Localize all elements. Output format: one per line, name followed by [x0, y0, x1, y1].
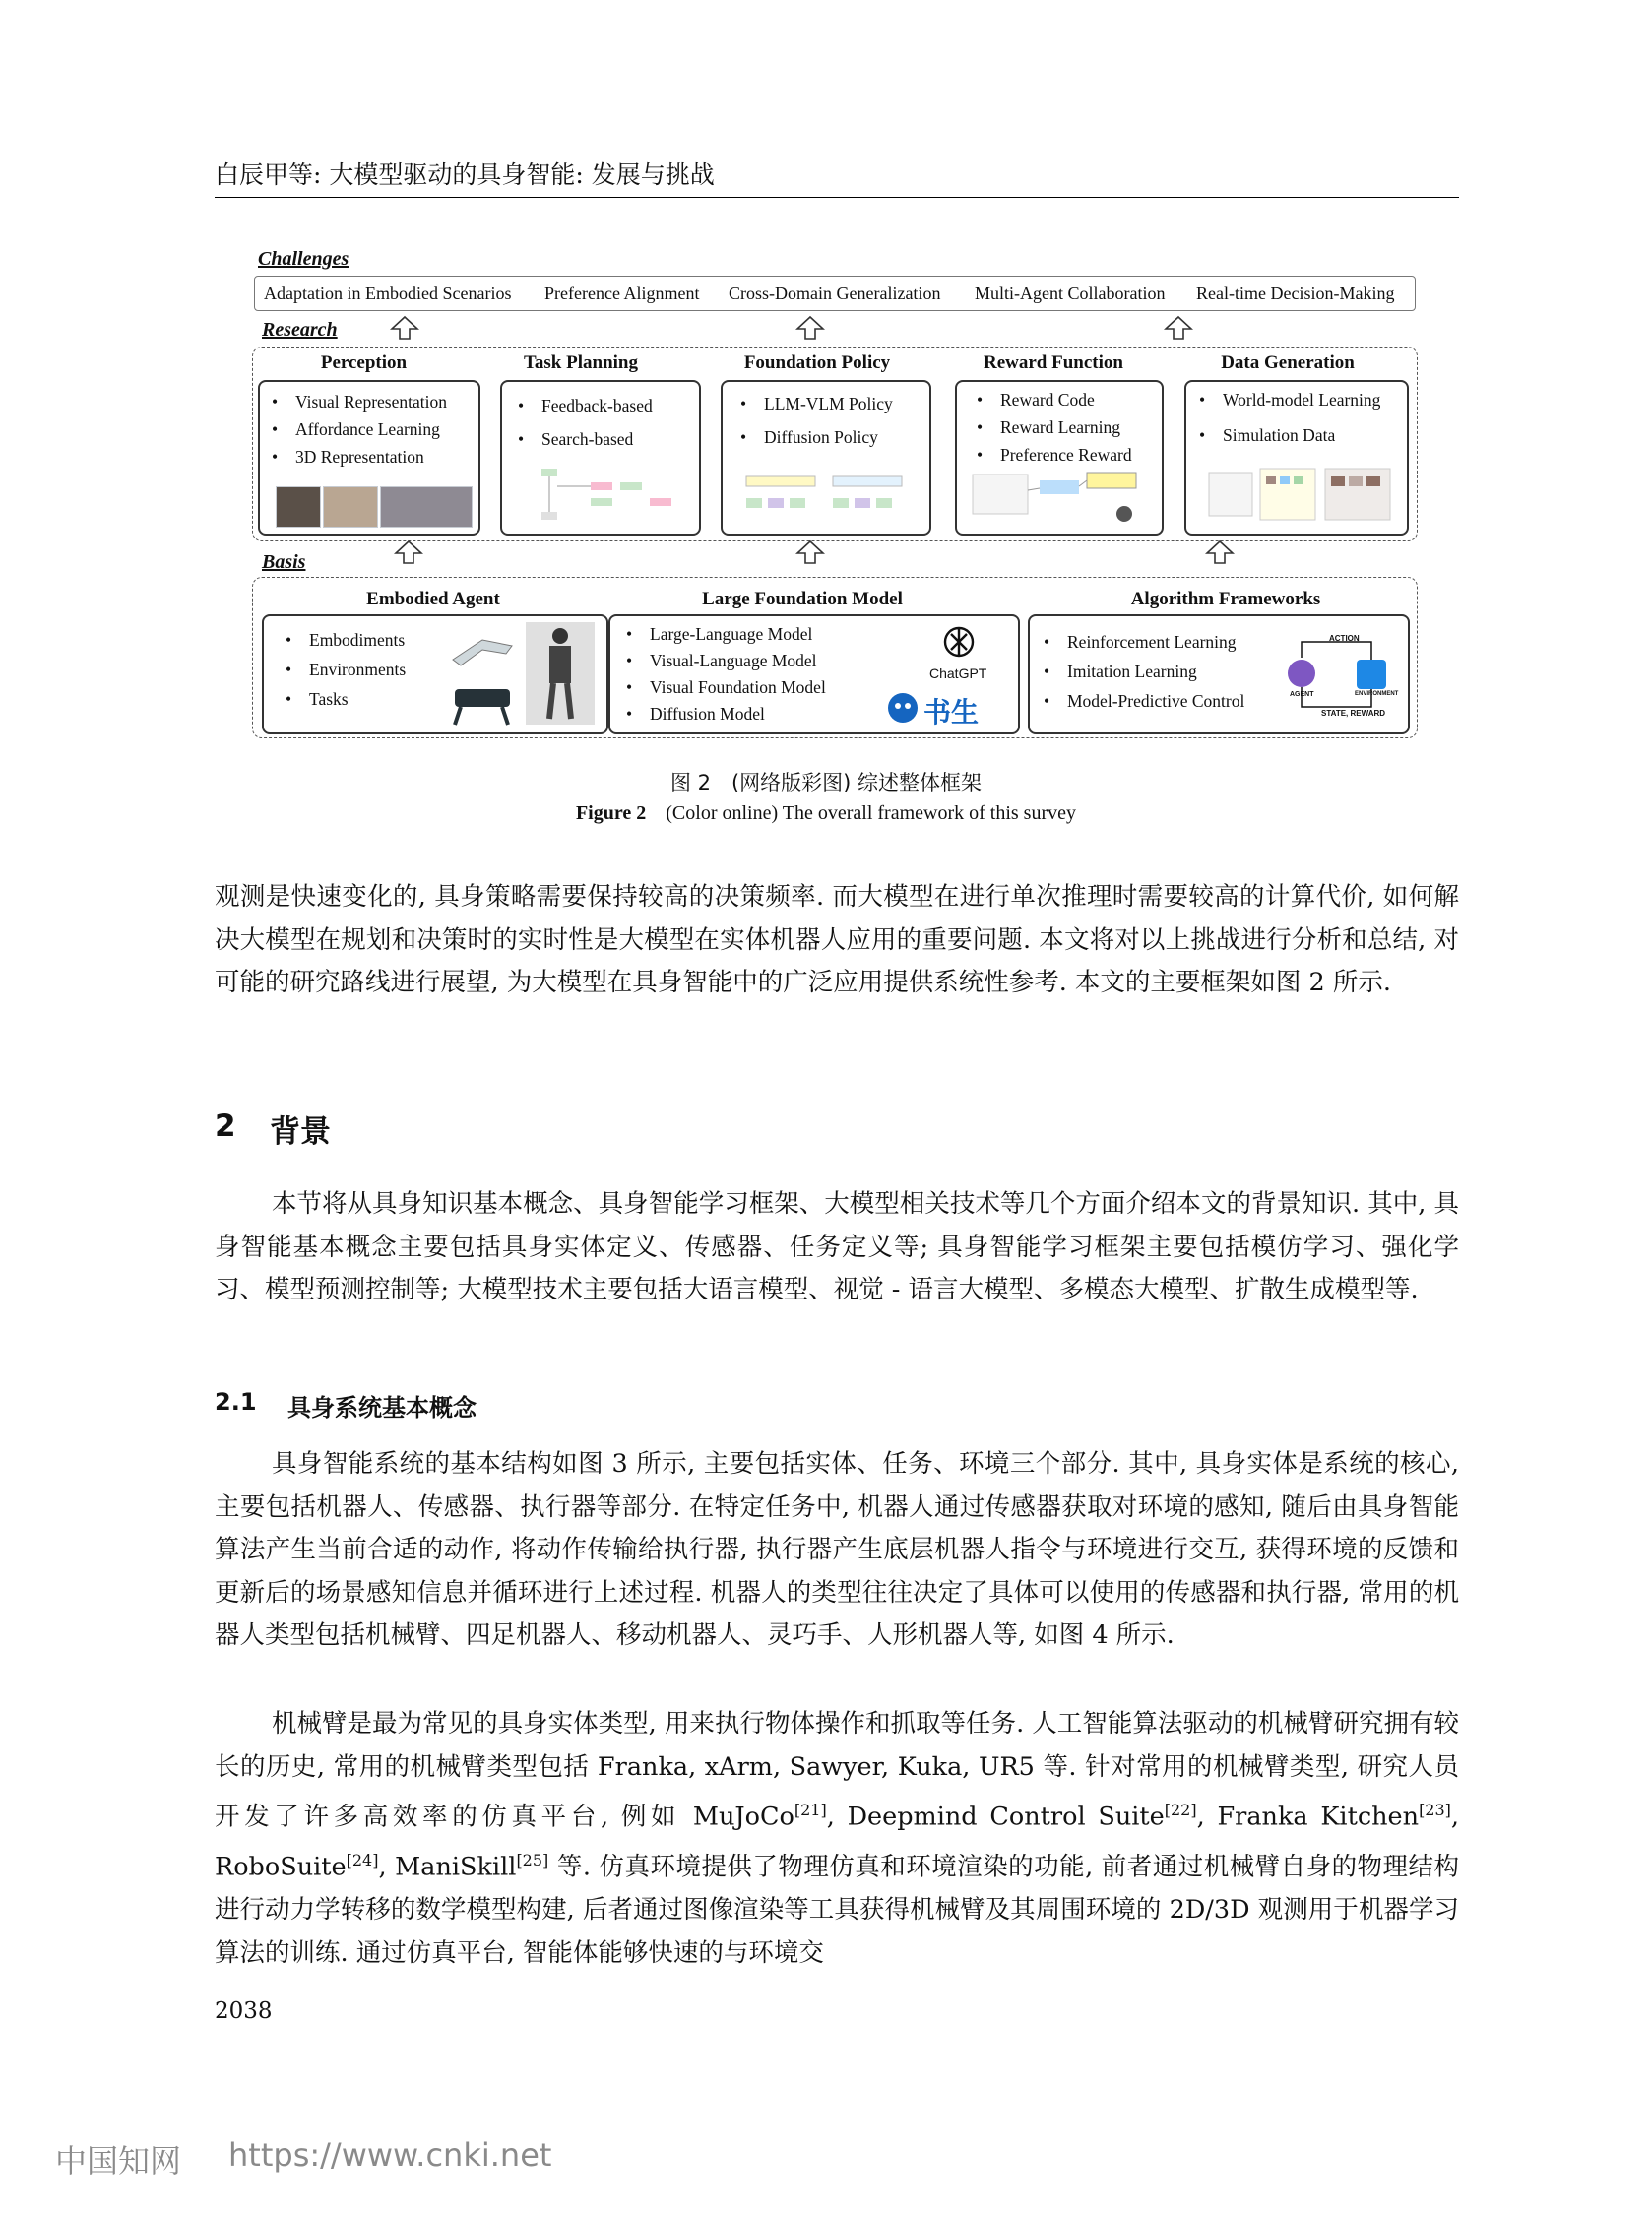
bullet-item: • Visual Representation — [295, 392, 447, 412]
up-arrow-icon — [1164, 315, 1193, 341]
basis-title-large-foundation-model: Large Foundation Model — [702, 589, 903, 609]
watermark-brand: 中国知网 — [55, 2142, 182, 2180]
running-header: 白辰甲等: 大模型驱动的具身智能: 发展与挑战 — [215, 160, 715, 189]
page-number: 2038 — [215, 1998, 273, 2024]
bullet-item: • Visual-Language Model — [650, 651, 817, 671]
up-arrow-icon — [394, 539, 423, 565]
perception-photo — [276, 486, 321, 528]
bullet-item: • Affordance Learning — [295, 419, 440, 440]
task-planning-diagram — [522, 463, 689, 526]
header-rule — [215, 197, 1459, 198]
text-run: 机械臂是最为常见的具身实体类型, 用来执行物体操作和抓取等任务. 人工智能算法驱动的机械臂研究拥有较长的历史, 常用的机械臂类型包括 Franka, xArm, Sawyer, Kuka, UR5 等. 针对常用的机械臂类型, 研究人员开发了许多高效率的仿真平台, 例如 MuJoCo — [215, 1709, 1459, 1832]
text-run: 等. 仿真环境提供了物理仿真和环境渲染的功能, 前者通过机械臂自身的物理结构进行动力学转移的数学模型构建, 后者通过图像渲染等工具获得机械臂及其周围环境的 2D/3D 观测用于机器学习算法的训练. 通过仿真平台, 智能体能够快速的与环境交 — [215, 1852, 1459, 1968]
paragraph: 观测是快速变化的, 具身策略需要保持较高的决策频率. 而大模型在进行单次推理时需要较高的计算代价, 如何解决大模型在规划和决策时的实时性是大模型在实体机器人应用的重要问题. 本文将对以上挑战进行分析和总结, 对可能的研究路线进行展望, 为大模型在具身智能中的广泛应用提供系统性参考. 本文的主要框架如图 2 所示. — [215, 882, 1459, 997]
challenges-label: Challenges — [258, 248, 349, 270]
bullet-item: • Large-Language Model — [650, 624, 812, 645]
shusheng-label: 书生 — [923, 696, 980, 728]
watermark-url: https://www.cnki.net — [228, 2136, 552, 2174]
bullet-item: • Tasks — [309, 689, 349, 710]
subsection-title: 具身系统基本概念 — [287, 1394, 477, 1422]
research-title-reward-function: Reward Function — [984, 352, 1123, 373]
foundation-policy-diagram — [738, 463, 916, 526]
rl-loop-diagram — [1280, 630, 1398, 721]
reward-function-diagram — [969, 471, 1152, 528]
bullet-item: • Diffusion Model — [650, 704, 765, 725]
citation: [25] — [516, 1851, 549, 1869]
environment-label: ENVIRONMENT — [1355, 691, 1399, 697]
chatgpt-logo-icon — [937, 622, 981, 662]
text-run: , Franka Kitchen — [1196, 1802, 1420, 1832]
bullet-item: • Search-based — [541, 429, 633, 450]
citation: [22] — [1164, 1801, 1197, 1819]
challenge-item: Adaptation in Embodied Scenarios — [264, 284, 512, 303]
up-arrow-icon — [1205, 539, 1235, 565]
perception-photo — [380, 486, 473, 528]
basis-title-algorithm-frameworks: Algorithm Frameworks — [1130, 589, 1321, 609]
paragraph: 本节将从具身知识基本概念、具身智能学习框架、大模型相关技术等几个方面介绍本文的背景知识. 其中, 具身智能基本概念主要包括具身实体定义、传感器、任务定义等; 具身智能学习框架主要包括模仿学习、强化学习、模型预测控制等; 大模型技术主要包括大语言模型、视觉 - 语言大模型、多模态大模型、扩散生成模型等. — [215, 1189, 1459, 1304]
bullet-item: • Model-Predictive Control — [1067, 691, 1244, 712]
citation: [21] — [794, 1801, 827, 1819]
chatgpt-label: ChatGPT — [929, 665, 987, 681]
challenge-item: Cross-Domain Generalization — [729, 284, 941, 303]
agent-label: AGENT — [1290, 691, 1314, 698]
state-reward-label: STATE, REWARD — [1321, 709, 1386, 718]
perception-photo — [323, 486, 378, 528]
robot-illustration — [443, 620, 601, 727]
action-label: ACTION — [1329, 634, 1360, 643]
bullet-item: • Environments — [309, 660, 406, 680]
bullet-item: • Simulation Data — [1223, 425, 1335, 446]
bullet-item: • Preference Reward — [1000, 445, 1132, 466]
figure-caption-en-label: Figure 2 — [575, 802, 647, 824]
bullet-item: • Feedback-based — [541, 396, 653, 416]
paragraph — [215, 1703, 1459, 1975]
research-label: Research — [262, 319, 338, 341]
citation: [23] — [1419, 1801, 1451, 1819]
basis-title-embodied-agent: Embodied Agent — [366, 589, 500, 609]
figure-caption-en — [0, 802, 1652, 825]
figure-caption-cn: 图 2 (网络版彩图) 综述整体框架 — [669, 771, 983, 794]
text-run: , RoboSuite — [215, 1802, 1460, 1882]
citation: [24] — [346, 1851, 379, 1869]
up-arrow-icon — [795, 315, 825, 341]
up-arrow-icon — [390, 315, 419, 341]
bullet-item: • Embodiments — [309, 630, 405, 651]
shusheng-logo-icon — [886, 691, 920, 725]
bullet-item: • Diffusion Policy — [764, 427, 878, 448]
research-title-task-planning: Task Planning — [523, 352, 638, 373]
up-arrow-icon — [795, 539, 825, 565]
bullet-item: • World-model Learning — [1223, 390, 1380, 411]
basis-label: Basis — [262, 551, 306, 573]
bullet-item: • Imitation Learning — [1067, 662, 1197, 682]
section-number: 2 — [215, 1108, 236, 1144]
section-title: 背景 — [270, 1114, 331, 1150]
subsection-number: 2.1 — [215, 1388, 257, 1416]
paragraph: 具身智能系统的基本结构如图 3 所示, 主要包括实体、任务、环境三个部分. 其中, 具身实体是系统的核心, 主要包括机器人、传感器、执行器等部分. 在特定任务中, 机器人通过传感器获取对环境的感知, 随后由具身智能算法产生当前合适的动作, 将动作传输给执行器, 执行器产生底层机器人指令与环境进行交互, 获得环境的反馈和更新后的场景感知信息并循环进行上述过程. 机器人的类型往往决定了具体可以使用的传感器和执行器, 常用的机器人类型包括机械臂、四足机器人、移动机器人、灵巧手、人形机器人等, 如图 4 所示. — [215, 1449, 1459, 1650]
bullet-item: • 3D Representation — [295, 447, 424, 468]
research-title-data-generation: Data Generation — [1221, 352, 1355, 373]
bullet-item: • Reward Code — [1000, 390, 1095, 411]
challenge-item: Preference Alignment — [544, 284, 700, 303]
research-title-perception: Perception — [320, 352, 408, 373]
bullet-item: • Reward Learning — [1000, 417, 1120, 438]
bullet-item: • LLM-VLM Policy — [764, 394, 893, 414]
bullet-item: • Reinforcement Learning — [1067, 632, 1237, 653]
text-run: , ManiSkill — [378, 1852, 517, 1882]
figure-caption-en-text: (Color online) The overall framework of this survey — [666, 802, 1077, 824]
bullet-item: • Visual Foundation Model — [650, 677, 826, 698]
research-title-foundation-policy: Foundation Policy — [743, 352, 891, 373]
challenge-item: Real-time Decision-Making — [1196, 284, 1395, 303]
challenge-item: Multi-Agent Collaboration — [975, 284, 1166, 303]
text-run: , Deepmind Control Suite — [826, 1802, 1165, 1832]
data-generation-diagram — [1201, 463, 1398, 528]
